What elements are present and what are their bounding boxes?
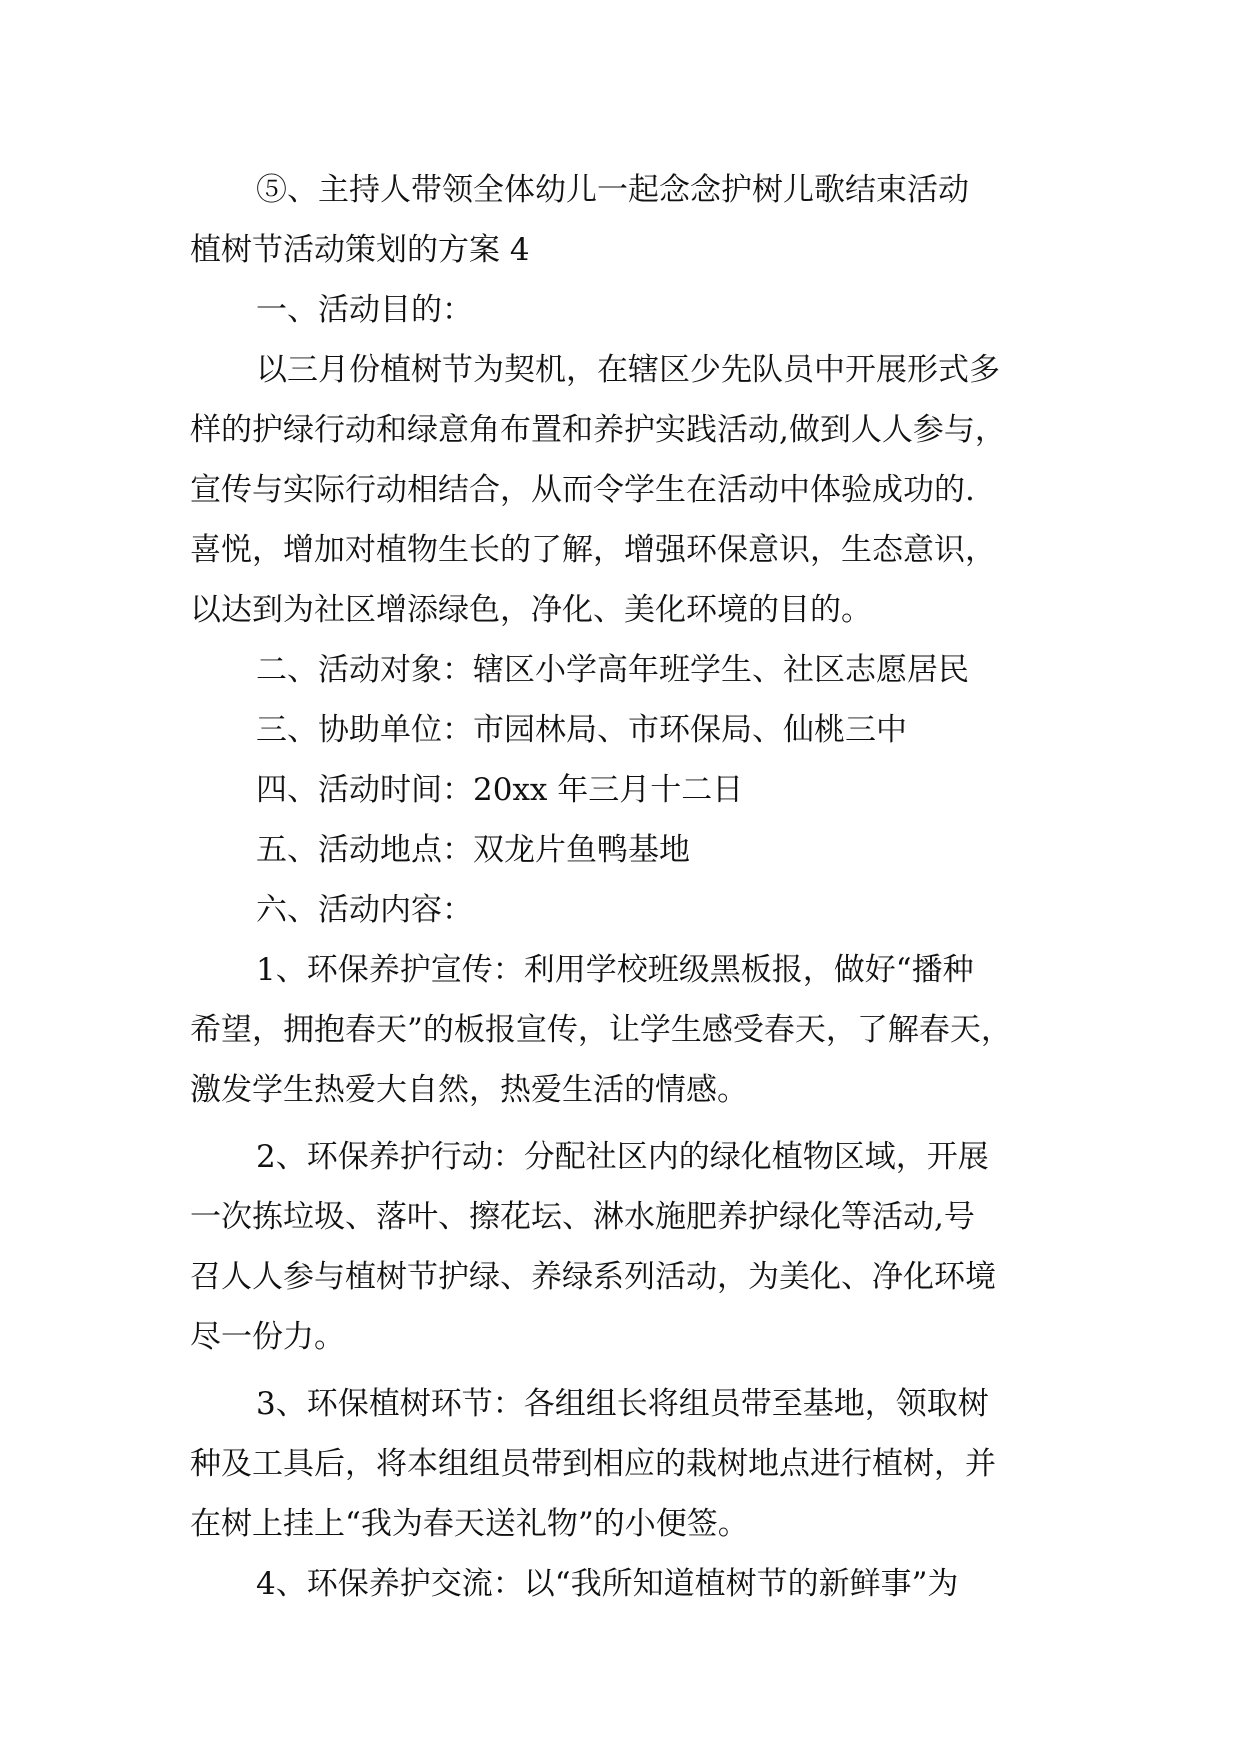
text-line: 种及工具后，将本组组员带到相应的栽树地点进行植树，并 xyxy=(190,1446,996,1482)
text-line: 召人人参与植树节护绿、养绿系列活动，为美化、净化环境 xyxy=(190,1259,996,1295)
section-heading: 植树节活动策划的方案 4 xyxy=(190,232,530,268)
text-line: 五、活动地点：双龙片鱼鸭基地 xyxy=(256,832,690,868)
text-line: 二、活动对象：辖区小学高年班学生、社区志愿居民 xyxy=(256,652,969,688)
text-line: 三、协助单位：市园林局、市环保局、仙桃三中 xyxy=(256,712,907,748)
text-line: 激发学生热爱大自然，热爱生活的情感。 xyxy=(190,1072,748,1108)
text-line: 尽一份力。 xyxy=(190,1319,345,1355)
text-line: 喜悦，增加对植物生长的了解，增强环保意识，生态意识， xyxy=(190,532,996,568)
text-line: 1、环保养护宣传：利用学校班级黑板报，做好“播种 xyxy=(256,952,974,988)
text-line: 4、环保养护交流：以“我所知道植树节的新鲜事”为 xyxy=(256,1566,959,1602)
text-line: 在树上挂上“我为春天送礼物”的小便签。 xyxy=(190,1506,749,1542)
text-line: 以达到为社区增添绿色，净化、美化环境的目的。 xyxy=(190,592,872,628)
text-line: 六、活动内容： xyxy=(256,892,473,928)
text-line: 一次拣垃圾、落叶、擦花坛、淋水施肥养护绿化等活动,号 xyxy=(190,1199,975,1235)
text-line: 一、活动目的： xyxy=(256,292,473,328)
text-line: ⑤、主持人带领全体幼儿一起念念护树儿歌结束活动 xyxy=(256,172,969,208)
document-body xyxy=(190,160,1080,1614)
text-line: 2、环保养护行动：分配社区内的绿化植物区域，开展 xyxy=(256,1139,989,1175)
text-line: 四、活动时间：20xx 年三月十二日 xyxy=(256,772,744,808)
text-line: 以三月份植树节为契机，在辖区少先队员中开展形式多 xyxy=(256,352,1000,388)
text-line: 3、环保植树环节：各组组长将组员带至基地，领取树 xyxy=(256,1386,989,1422)
text-line: 样的护绿行动和绿意角布置和养护实践活动,做到人人参与， xyxy=(190,412,1006,448)
text-line: 宣传与实际行动相结合，从而令学生在活动中体验成功的. xyxy=(190,472,975,508)
text-line: 希望，拥抱春天”的板报宣传，让学生感受春天，了解春天， xyxy=(190,1012,1012,1048)
